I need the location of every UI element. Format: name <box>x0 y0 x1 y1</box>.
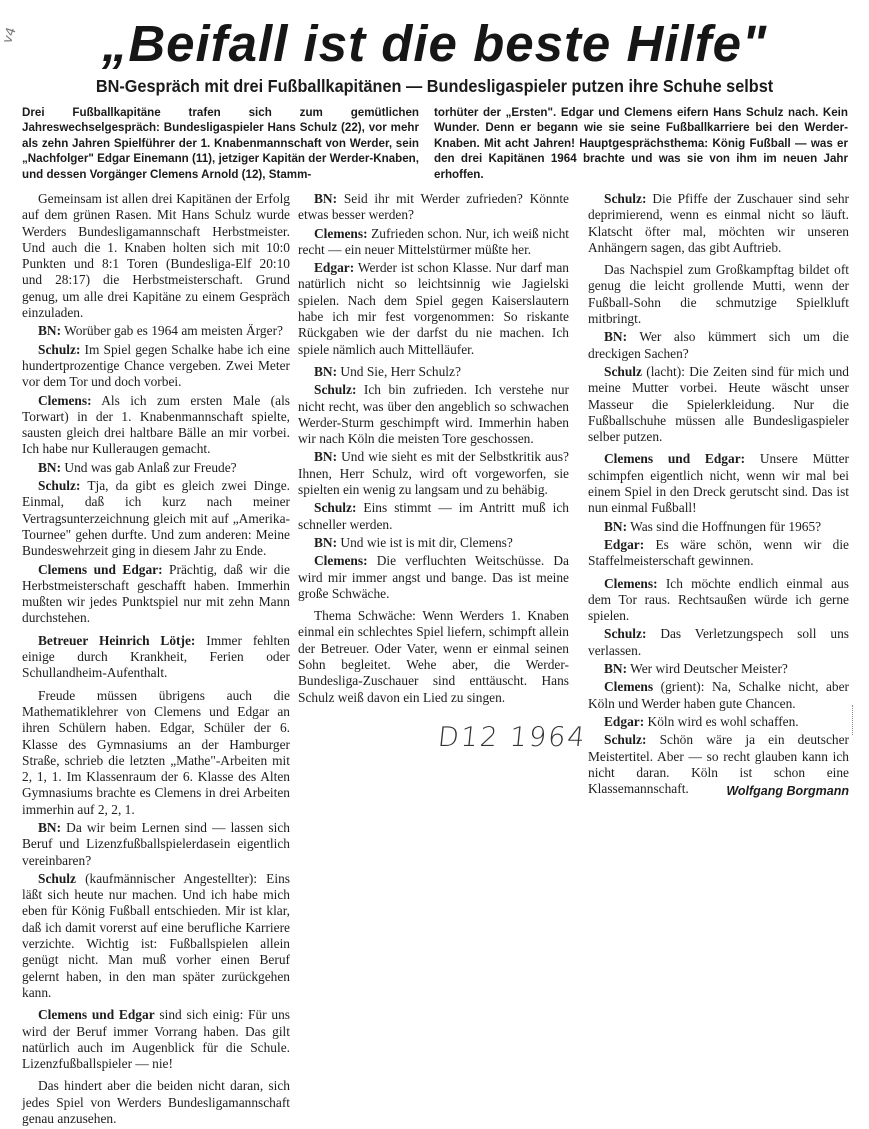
speaker-label: Edgar: <box>314 260 355 276</box>
article-paragraph <box>22 1078 290 1127</box>
article-paragraph <box>298 449 569 498</box>
speaker-label: Schulz <box>604 363 642 379</box>
speaker-label: BN: <box>604 661 628 677</box>
speaker-label: BN: <box>38 819 62 835</box>
article-paragraph <box>22 562 290 627</box>
speaker-label: Edgar: <box>604 536 645 552</box>
article-paragraph <box>298 608 569 706</box>
article-paragraph <box>22 633 290 682</box>
article-paragraph <box>22 393 290 458</box>
article-paragraph <box>22 871 290 1001</box>
paragraph-text: Da wir beim Lernen sind — lassen sich Beruf und Lizenzfußballspielerdasein eigentlich vereinbaren? <box>22 819 290 868</box>
speaker-label: Schulz <box>38 870 76 886</box>
paragraph-text: Werder ist schon Klasse. Nur darf man natürlich nicht so leichtsinnig wie Jagielski spielen. Nach dem Spiel gegen Kaiserslautern habe ich mir fest vorgenommen: So riskante Rückgaben wie der darfst du nie machen. Ich spiele nämlich auch Mittelläufer. <box>298 260 569 357</box>
paragraph-text: Die verfluchten Weitschüsse. Da wird mir immer angst und bange. Das ist meine große Schwäche. <box>298 553 569 601</box>
speaker-label: BN: <box>38 459 62 475</box>
article-paragraph <box>298 260 569 358</box>
article-paragraph <box>588 191 849 256</box>
paragraph-text: Schön wäre ja ein deutscher Meistertitel. Aber — so recht glauben kann ich nicht daran. Köln ist schon eine Klassemannschaft. <box>588 732 849 797</box>
article-paragraph <box>588 661 849 677</box>
article-paragraph <box>22 191 290 321</box>
author-byline: Wolfgang Borgmann <box>726 784 849 799</box>
article-paragraph <box>298 364 569 380</box>
article-paragraph <box>588 262 849 327</box>
speaker-label: Schulz: <box>38 341 81 357</box>
paragraph-text: Köln wird es wohl schaffen. <box>647 713 799 729</box>
article-paragraph <box>588 626 849 659</box>
paragraph-text: Und wie ist is mit dir, Clemens? <box>340 534 513 550</box>
speaker-label: Clemens und Edgar <box>38 1007 155 1023</box>
paragraph-text: (lacht): Die Zeiten sind für mich und meine Mutter vorbei. Heute wäscht unser Masseur die Spielerkleidung. Nur die Fußballschuhe müssen alle Bundesligaspieler selber putzen. <box>588 363 849 445</box>
speaker-label: BN: <box>314 534 338 550</box>
article-paragraph <box>298 535 569 551</box>
paragraph-text: Die Pfiffe der Zuschauer sind sehr deprimierend, wenn es einmal nicht so läuft. Klatscht öfter mal, möchten wir unseren Anhängern sagen, das gibt Auftrieb. <box>588 191 849 255</box>
paragraph-text: (kaufmännischer Angestellter): Eins läßt sich heute nur machen. Und ich habe mich eben für König Fußball entschieden. Mir ist klar, daß ich damit vorerst auf eine berufliche Karriere verzichte. Wichtig ist: Fußballspielen allein genügt nicht. Man muß vorher einen Beruf gelernt haben, in den man später zurückgehen kann. <box>22 870 290 1000</box>
article-paragraph <box>22 323 290 339</box>
speaker-label: Schulz: <box>314 382 357 398</box>
paragraph-text: Wer wird Deutscher Meister? <box>630 661 788 677</box>
headline: „Beifall ist die beste Hilfe" <box>101 15 768 72</box>
speaker-label: Clemens: <box>38 392 92 408</box>
paragraph-text: Es wäre schön, wenn wir die Staffelmeisterschaft gewinnen. <box>588 536 849 569</box>
article-paragraph <box>588 537 849 570</box>
paragraph-text: sind sich einig: Für uns wird der Beruf immer Vorrang haben. Das gilt natürlich auch im Augenblick für die Schule. Lizenzfußballspieler — nie! <box>22 1007 290 1072</box>
speaker-label: BN: <box>314 191 338 206</box>
margin-pencil-mark: v4 <box>0 25 20 46</box>
paragraph-text: Das hindert aber die beiden nicht daran, sich jedes Spiel von Werders Bundesligamannschaft genau anzusehen. <box>22 1078 290 1127</box>
paragraph-text: Ich bin zufrieden. Ich verstehe nur nicht recht, was über den angeblich so schwachen Werder-Sturm geschimpft wird. Immerhin haben wir nach Köln die meisten Tore geschossen. <box>298 382 569 447</box>
article-paragraph <box>298 191 569 224</box>
article-paragraph <box>588 451 849 516</box>
paragraph-text: Und was gab Anlaß zur Freude? <box>64 459 237 475</box>
speaker-label: Clemens: <box>314 225 368 241</box>
paragraph-text: Im Spiel gegen Schalke habe ich eine hundertprozentige Chance vergeben. Zwei Meter vor dem Tor und doch vorbei. <box>22 341 290 390</box>
paragraph-text: Wer also kümmert sich um die dreckigen Sachen? <box>588 329 850 361</box>
speaker-label: Clemens: <box>314 553 368 569</box>
speaker-label: Clemens und Edgar: <box>604 451 746 467</box>
speaker-label: Edgar: <box>604 713 645 729</box>
article-paragraph <box>588 679 849 712</box>
paragraph-text: Eins stimmt — im Antritt muß ich schneller werden. <box>298 500 569 532</box>
article-paragraph <box>22 460 290 476</box>
article-paragraph <box>22 478 290 559</box>
subheadline: BN-Gespräch mit drei Fußballkapitänen — Bundesligaspieler putzen ihre Schuhe selbst <box>95 76 774 96</box>
paragraph-text: Seid ihr mit Werder zufrieden? Könnte etwas besser werden? <box>298 191 569 223</box>
article-paragraph <box>22 1007 290 1072</box>
paragraph-text: Freude müssen übrigens auch die Mathematiklehrer von Clemens und Edgar an ihren Schülern haben. Edgar, Schüler der 6. Klasse des Gymnasiums an der Hamburger Straße, schrieb die letzten „Mathe"-Arbeiten mit 2, 1, 1. Im Klassenraum der 6. Klasse des Alten Gymnasiums brachte es Clemens in drei Arbeiten immerhin auf 2, 2, 1. <box>22 687 290 817</box>
article-paragraph <box>588 714 849 730</box>
article-paragraph <box>298 226 569 259</box>
article-paragraph <box>22 342 290 391</box>
speaker-label: BN: <box>314 363 338 379</box>
speaker-label: BN: <box>604 518 628 534</box>
article-column-3 <box>588 191 849 800</box>
article-paragraph <box>298 382 569 447</box>
paragraph-text: Tja, da gibt es gleich zwei Dinge. Einmal, daß ich kurz nach meiner Vertragsunterzeichnung gleich mit auf „Amerika-Tournee" gehen durfte. Und zum anderen: Meine Bundeswehrzeit ging in diesem Jahr zu Ende. <box>22 478 290 559</box>
article-paragraph <box>22 820 290 869</box>
intro-right: torhüter der „Ersten". Edgar und Clemens eifern Hans Schulz nach. Kein Wunder. Denn er begann wie sie seine Fußballkarriere bei den Werder-Knaben. Mit acht Jahren! Hauptgesprächsthema: König Fußball — was er den drei Kapitänen 1964 brachte und was sie von ihm im neuen Jahr erhoffen. <box>434 106 848 181</box>
article-paragraph <box>588 576 849 625</box>
speaker-label: BN: <box>314 449 338 465</box>
speaker-label: Schulz: <box>38 478 81 494</box>
paragraph-text: Und wie sieht es mit der Selbstkritik aus? Ihnen, Herr Schulz, wird oft vorgeworfen, sie spielten ein wenig zu langsam und zu behäbig. <box>298 449 569 498</box>
paragraph-text: Unsere Mütter schimpfen eigentlich nicht, wenn wir mal bei einem Spiel in den Dreck gerutscht sind. Das ist nun einmal Fußball! <box>588 451 849 516</box>
speaker-label: Betreuer Heinrich Lötje: <box>38 632 196 648</box>
article-paragraph <box>298 553 569 602</box>
paragraph-text: Und Sie, Herr Schulz? <box>340 363 461 379</box>
speaker-label: Clemens und Edgar: <box>38 561 163 577</box>
speaker-label: Clemens <box>604 679 654 695</box>
article-column-2 <box>298 191 569 708</box>
article-column-1 <box>22 191 290 1129</box>
article-paragraph <box>588 329 849 362</box>
paragraph-text: Als ich zum ersten Male (als Torwart) in der 1. Knabenmannschaft spielte, sausten gleich drei haltbare Bälle an mir vorbei. Ich habe nur Kulleraugen gemacht. <box>22 392 291 457</box>
paragraph-text: Das Verletzungspech soll uns verlassen. <box>588 626 849 658</box>
paragraph-text: Prächtig, daß wir die Herbstmeisterschaft geschafft haben. Immerhin mußten wir jedes Punktspiel nur mit zehn Mann durchstehen. <box>22 561 290 626</box>
article-paragraph <box>588 364 849 445</box>
speaker-label: Schulz: <box>604 732 647 748</box>
speaker-label: Schulz: <box>604 626 647 642</box>
speaker-label: BN: <box>38 323 62 339</box>
handwritten-date-note: D12 1964 <box>436 722 589 753</box>
paragraph-text: Worüber gab es 1964 am meisten Ärger? <box>64 323 283 339</box>
speaker-label: Schulz: <box>314 500 357 516</box>
article-paragraph <box>298 500 569 533</box>
paragraph-text: Thema Schwäche: Wenn Werders 1. Knaben einmal ein schlechtes Spiel liefern, schimpft allein der Betreuer. Oder Vater, wenn er einmal seinen Sohn begleitet. Wehe aber, die Werder-Bundesliga-Zuschauer sind enttäuscht. Hans Schulz weiß davon ein Lied zu singen. <box>298 608 569 705</box>
speaker-label: BN: <box>604 329 628 345</box>
speaker-label: Schulz: <box>604 191 647 206</box>
paragraph-text: Was sind die Hoffnungen für 1965? <box>630 518 822 534</box>
article-paragraph <box>588 519 849 535</box>
paragraph-text: Zufrieden schon. Nur, ich weiß nicht recht — ein neuer Mittelstürmer müßte her. <box>298 225 569 257</box>
intro-left: Drei Fußballkapitäne trafen sich zum gemütlichen Jahreswechselgespräch: Bundesligaspieler Hans Schulz (22), vor mehr als zehn Jahren Spielführer der 1. Knabenmannschaft von Werder, sein „Nachfolger" Edgar Einemann (11), jetziger Kapitän der Werder-Knaben, und dessen Vorgänger Clemens Arnold (12), Stamm- <box>22 106 419 181</box>
paragraph-text: Ich möchte endlich einmal aus dem Tor raus. Rechtsaußen würde ich gerne spielen. <box>588 575 849 624</box>
paragraph-text: Gemeinsam ist allen drei Kapitänen der Erfolg auf dem grünen Rasen. Mit Hans Schulz wurde Werders Bundesligamannschaft Herbstmeister. Und auch die 1. Knaben holten sich mit 10:0 Punkten und 8:1 Toren (Bundesliga-Elf 20:10 und 28:17) die Herbstmeisterschaft. Grund genug, um alle drei Kapitäne zu einem Gespräch einzuladen. <box>22 191 290 321</box>
margin-dotted-mark <box>852 705 861 735</box>
paragraph-text: Immer fehlten einige durch Krankheit, Ferien oder Schullandheim-Aufenthalt. <box>22 632 290 681</box>
speaker-label: Clemens: <box>604 575 658 591</box>
paragraph-text: (grient): Na, Schalke nicht, aber Köln und Werder haben gute Chancen. <box>588 679 849 711</box>
article-paragraph <box>22 688 290 818</box>
paragraph-text: Das Nachspiel zum Großkampftag bildet oft genug die leicht grollende Mutti, wenn der Fußball-Sohn die schmutzige Spielkluft mitbringt. <box>588 262 849 327</box>
